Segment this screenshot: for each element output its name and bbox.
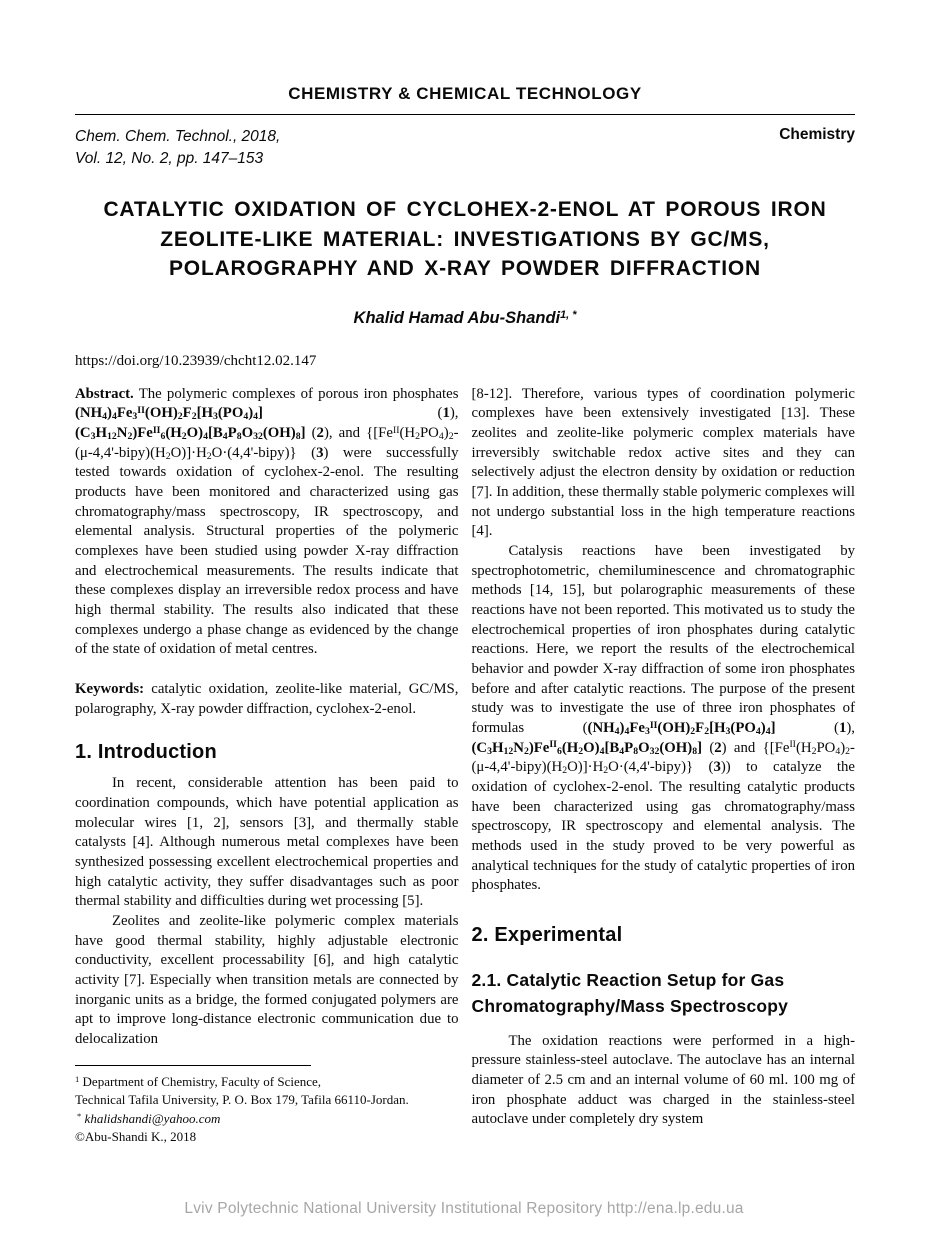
experimental-paragraph-1: The oxidation reactions were performed in a high-pressure stainless-steel autoclave. The autoclave has an internal diameter of 2.5 cm and an internal volume of 60 ml. 100 mg of iron phosphate adduct was charged in the stainless-steel autoclave under completely dry system — [471, 1032, 855, 1128]
section-heading-introduction: 1. Introduction — [75, 741, 217, 764]
journal-banner: CHEMISTRY & CHEMICAL TECHNOLOGY — [288, 84, 642, 103]
continuation-paragraph: [8-12]. Therefore, various types of coordination polymeric complexes have been extensively investigated [13]. These zeolites and zeolite-like polymeric complex materials have irreversibly switchable redox active sites and they can selectively adjust the electron density by oxidation or reduction [7]. In addition, these thermally stable polymeric complexes will not undergo substantial loss in the high temperature reactions [4]. — [471, 385, 855, 540]
citation-row — [75, 126, 855, 169]
catalysis-paragraph: Catalysis reactions have been investigated by spectrophotometric, chemiluminescence and chromatographic methods [14, 15], but polarographic measurements of these reactions have not been reported. This motivated us to study the electrochemical properties of iron phosphates during catalytic reactions. Here, we report the results of the electrochemical behavior and powder X-ray diffraction of some iron phosphates before and after catalytic reactions. The purpose of the present study was to investigate the use of three iron phosphates of formulas ($(NH_4)_4Fe_3^{II}(OH)_2F_2[H_3(PO_4)_4]$ (1), $(C_3H_{12}N_2)Fe^{II}_6(H_2O)_4[B_4P_8O_{32}(OH)_8]$ (2) and $\{[Fe^{II}(H_2PO_4)_2-(\mu-4,4'-bipy)(H_2O)]\cdot H_2O\cdot(4,4'-bipy)\}$ (3)) to catalyze the oxidation of cyclohex-2-enol. The resulting catalytic products have been characterized using gas chromatography/mass spectroscopy, IR spectroscopy and elemental analysis. The methods used in the study proved to be very powerful as analytical techniques for the study of catalytic properties of iron phosphates. — [471, 542, 856, 894]
citation-block — [75, 126, 280, 169]
repository-footer-link[interactable]: Lviv Polytechnic National University Institutional Repository http://ena.lp.edu.ua — [184, 1200, 744, 1217]
intro-paragraph-2: Zeolites and zeolite-like polymeric complex materials have good thermal stability, highly adjustable electronic conductivity, excellent processability [6], and high catalytic activity [7]. Especially when transition metals are connected by inorganic units as a bridge, the formed conjugated polymers are apt to improve long-distance electronic communication due to delocalization — [75, 913, 459, 1048]
abstract-paragraph: Abstract. The polymeric complexes of porous iron phosphates $(NH_4)_4Fe_3^{II}(OH)_2F_2[H_3(PO_4)_4]$ (1), $(C_3H_{12}N_2)Fe^{II}_6(H_2O)_4[B_4P_8O_{32}(OH)_8]$ (2), and $\{[Fe^{II}(H_2PO_4)_2-(\mu-4,4'-bipy)(H_2O)]\cdot H_2O\cdot(4,4'-bipy)\}$ (3) were successfully tested towards oxidation of cyclohex-2-enol. The resulting products have been monitored and characterized using gas chromatography/mass spectroscopy, IR spectroscopy, and elemental analysis. Structural properties of the polymeric complexes have been studied using powder X-ray diffraction and electrochemical measurements. The results indicate that these complexes display an irreversible redox process and have high thermal stability. The results also indicated that these complexes undergo a phase change as evidenced by the change of the state of oxidation of metal centres. — [75, 385, 459, 658]
intro-paragraph-1: In recent, considerable attention has been paid to coordination compounds, which have potential application as molecular wires [1, 2], sensors [3], and thermally stable catalysts [4]. Although numerous metal complexes have been synthesized possessing excellent electrochemical properties and high catalytic activity, they suffer disadvantages such as poor thermal stability and difficulties during wet processing [5]. — [75, 775, 459, 910]
article-title: CATALYTIC OXIDATION OF CYCLOHEX-2-ENOL AT POROUS IRON ZEOLITE-LIKE MATERIAL: INVESTIGATIONS BY GC/MS, POLAROGRAPHY AND X-RAY POWDER DIFFRACTION — [103, 198, 827, 281]
footnote-address: Technical Tafila University, P. O. Box 179, Tafila 66110-Jordan. — [75, 1092, 409, 1108]
author-line: Khalid Hamad Abu-Shandi$^{1, *}$ — [353, 308, 577, 327]
two-column-body — [75, 385, 855, 1147]
citation-line-2: Vol. 12, No. 2, pp. 147–153 — [75, 149, 264, 167]
left-column — [75, 385, 459, 1147]
citation-line-1: Chem. Chem. Technol., 2018, — [75, 128, 281, 145]
keywords-paragraph: Keywords: catalytic oxidation, zeolite-like material, GC/MS, polarography, X-ray powder diffraction, cyclohex-2-enol. — [75, 680, 459, 717]
right-column — [472, 385, 856, 1147]
doi-link[interactable]: https://doi.org/10.23939/chcht12.02.147 — [75, 352, 317, 369]
footnote-rule — [75, 1065, 311, 1066]
footnote-affiliation: $^1$ Department of Chemistry, Faculty of Science, — [75, 1073, 322, 1089]
footnote-email-link[interactable]: * khalidshandi@yahoo.com — [77, 1110, 221, 1126]
section-heading-experimental: 2. Experimental — [471, 924, 623, 947]
subsection-heading-gcms-setup: 2.1. Catalytic Reaction Setup for Gas Chromatography/Mass Spectroscopy — [471, 970, 789, 1017]
subject-label: Chemistry — [779, 126, 855, 143]
footnote-block — [75, 1065, 459, 1147]
footnote-copyright: ©Abu-Shandi K., 2018 — [75, 1129, 197, 1145]
header-rule — [75, 114, 855, 115]
